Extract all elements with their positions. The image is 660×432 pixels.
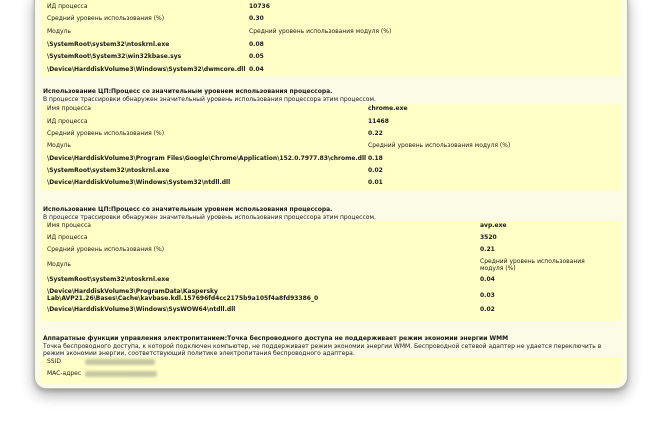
row-label: \SystemRoot\system32\ntoskrnl.exe	[47, 41, 170, 48]
section-title: Аппаратные функции управления электропитанием:Точка беспроводного доступа не поддерживает режим экономии энергии WMM	[43, 335, 509, 342]
ssid-label: SSID	[47, 358, 62, 365]
row-label: \SystemRoot\System32\win32kbase.sys	[47, 53, 182, 60]
row-value: 0.22	[368, 130, 383, 137]
mac-label: MAC-адрес	[47, 370, 82, 377]
row-label: Модуль	[47, 28, 71, 35]
section-description: В процессе трассировки обнаружен значительный уровень использования процессора этим процессом.	[43, 214, 376, 221]
row-value: 0.05	[249, 53, 264, 60]
row-label: \Device\HarddiskVolume3\Program Files\Google\Chrome\Application\152.0.7977.83\chrome.dll	[47, 155, 367, 162]
row-value: 3520	[480, 234, 497, 241]
row-value: Средний уровень использования модуля (%)	[249, 28, 392, 35]
row-label: Модуль	[47, 142, 71, 149]
section-title: Использование ЦП:Процесс со значительным уровнем использования процессора.	[43, 206, 333, 213]
process-table-2	[41, 104, 621, 190]
redacted-mac	[85, 371, 157, 377]
row-label: Средний уровень использования (%)	[47, 246, 165, 253]
process-table-3	[41, 221, 621, 321]
section-description: В процессе трассировки обнаружен значительный уровень использования процессора этим процессом.	[43, 96, 376, 103]
row-value: Средний уровень использования модуля (%)	[368, 142, 511, 149]
row-value: 0.18	[368, 155, 383, 162]
row-label: \Device\HarddiskVolume3\Windows\System32\ntdll.dll	[47, 179, 231, 186]
row-value: 0.08	[249, 41, 264, 48]
row-value: Средний уровень использования модуля (%)	[480, 258, 585, 272]
row-label: Средний уровень использования (%)	[47, 130, 165, 137]
row-label: \Device\HarddiskVolume3\Windows\SysWOW64\ntdll.dll	[47, 306, 236, 313]
row-label: ИД процесса	[47, 3, 88, 10]
row-label: \Device\HarddiskVolume3\Windows\System32\dwmcore.dll	[47, 66, 246, 73]
section-title: Использование ЦП:Процесс со значительным уровнем использования процессора.	[43, 88, 333, 95]
process-table-1	[41, 0, 621, 76]
row-value: 11468	[368, 118, 389, 125]
row-label: Имя процесса	[47, 222, 91, 229]
row-value: 0.03	[480, 292, 495, 299]
section-description: Точка беспроводного доступа, к которой подключен компьютер, не поддерживает режим экономии энергии WMM. Беспроводной сетевой адаптер не удается переключить в режим экономии энергии, соответствующий политике электропитания беспроводного адаптера.	[43, 343, 602, 357]
row-value: 0.02	[480, 306, 495, 313]
row-value: 10736	[249, 3, 270, 10]
row-label: ИД процесса	[47, 118, 88, 125]
row-label: Модуль	[47, 261, 71, 268]
row-value: 0.30	[249, 15, 264, 22]
row-value: chrome.exe	[368, 105, 408, 112]
wireless-table	[41, 357, 621, 383]
row-value: 0.02	[368, 167, 383, 174]
row-label: \Device\HarddiskVolume3\ProgramData\Kaspersky Lab\AVP21.26\Bases\Cache\kavbase.kdl.157696fd4cc2175b9a105f4a8fd93386_0	[47, 288, 319, 302]
row-value: 0.04	[249, 66, 264, 73]
row-label: Средний уровень использования (%)	[47, 15, 165, 22]
row-value: 0.04	[480, 276, 495, 283]
row-label: ИД процесса	[47, 234, 88, 241]
row-value: 0.01	[368, 179, 383, 186]
row-label: Имя процесса	[47, 105, 91, 112]
report-window	[34, 0, 628, 389]
row-label: \SystemRoot\system32\ntoskrnl.exe	[47, 276, 170, 283]
redacted-ssid	[85, 359, 155, 365]
row-label: \SystemRoot\system32\ntoskrnl.exe	[47, 167, 170, 174]
row-value: 0.21	[480, 246, 495, 253]
row-value: avp.exe	[480, 222, 507, 229]
